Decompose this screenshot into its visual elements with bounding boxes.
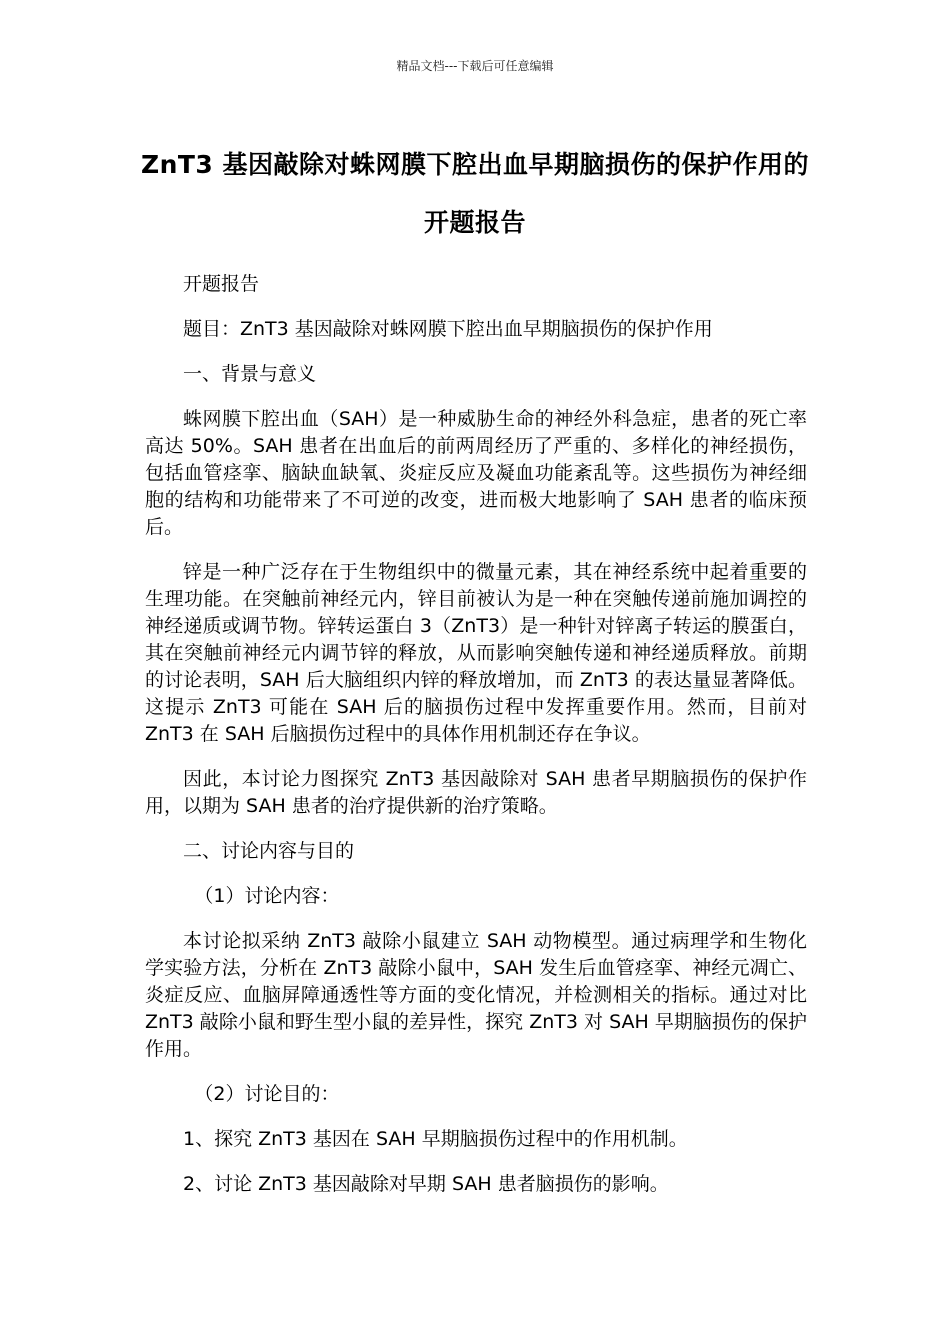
paragraph-purpose: 因此，本讨论力图探究 ZnT3 基因敲除对 SAH 患者早期脑损伤的保护作用，以期为 SAH 患者的治疗提供新的治疗策略。 bbox=[145, 768, 807, 817]
document-body bbox=[145, 271, 807, 1216]
section-heading-content-goals: 二、讨论内容与目的 bbox=[183, 840, 355, 862]
subheading-goals: （2）讨论目的： bbox=[194, 1083, 340, 1105]
section-heading-background: 一、背景与意义 bbox=[183, 363, 317, 385]
goal-item-2: 2、讨论 ZnT3 基因敲除对早期 SAH 患者脑损伤的影响。 bbox=[183, 1173, 669, 1195]
section-label: 开题报告 bbox=[183, 273, 260, 295]
topic-line: 题目：ZnT3 基因敲除对蛛网膜下腔出血早期脑损伤的保护作用 bbox=[183, 318, 713, 340]
page-header-note: 精品文档---下载后可任意编辑 bbox=[396, 59, 554, 73]
paragraph-sah-intro: 蛛网膜下腔出血（SAH）是一种威胁生命的神经外科急症，患者的死亡率高达 50%。SAH 患者在出血后的前两周经历了严重的、多样化的神经损伤，包括血管痉挛、脑缺血缺氧、炎症反应及凝血功能紊乱等。这些损伤为神经细胞的结构和功能带来了不可逆的改变，进而极大地影响了 SAH 患者的临床预后。 bbox=[145, 408, 807, 538]
document-title: ZnT3 基因敲除对蛛网膜下腔出血早期脑损伤的保护作用的开题报告 bbox=[140, 150, 810, 237]
goal-item-1: 1、探究 ZnT3 基因在 SAH 早期脑损伤过程中的作用机制。 bbox=[183, 1128, 688, 1150]
subheading-content: （1）讨论内容： bbox=[194, 885, 340, 907]
paragraph-research-content: 本讨论拟采纳 ZnT3 敲除小鼠建立 SAH 动物模型。通过病理学和生物化学实验方法，分析在 ZnT3 敲除小鼠中，SAH 发生后血管痉挛、神经元凋亡、炎症反应、血脑屏障通透性等方面的变化情况，并检测相关的指标。通过对比 ZnT3 敲除小鼠和野生型小鼠的差异性，探究 ZnT3 对 SAH 早期脑损伤的保护作用。 bbox=[145, 930, 807, 1060]
paragraph-zinc-znt3: 锌是一种广泛存在于生物组织中的微量元素，其在神经系统中起着重要的生理功能。在突触前神经元内，锌目前被认为是一种在突触传递前施加调控的神经递质或调节物。锌转运蛋白 3（ZnT3）是一种针对锌离子转运的膜蛋白，其在突触前神经元内调节锌的释放，从而影响突触传递和神经递质释放。前期的讨论表明，SAH 后大脑组织内锌的释放增加，而 ZnT3 的表达量显著降低。这提示 ZnT3 可能在 SAH 后的脑损伤过程中发挥重要作用。然而，目前对 ZnT3 在 SAH 后脑损伤过程中的具体作用机制还存在争议。 bbox=[145, 561, 807, 745]
